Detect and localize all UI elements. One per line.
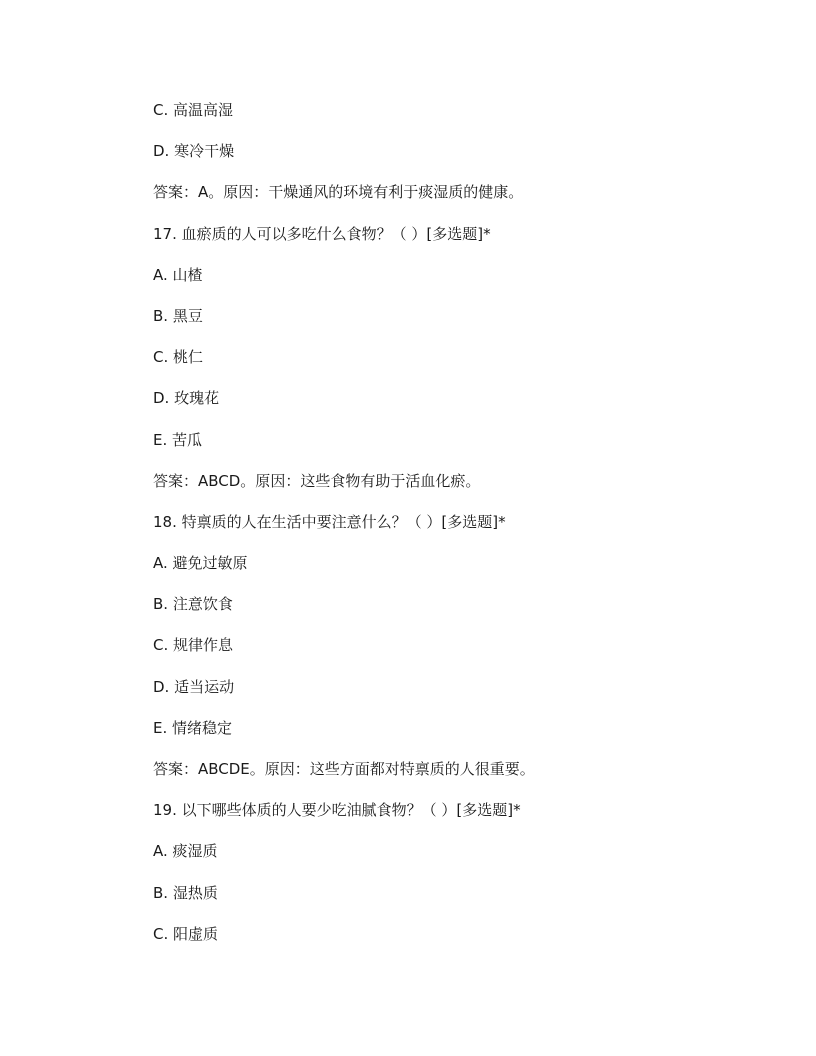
option-b-line: B. 注意饮食	[153, 595, 233, 614]
option-e-line: E. 情绪稳定	[153, 718, 233, 737]
question-17: 17. 血瘀质的人可以多吃什么食物？（ ）[多选题]*	[153, 224, 491, 243]
option-b-line: B. 黑豆	[153, 306, 203, 325]
document-body	[153, 99, 773, 964]
question-19: 19. 以下哪些体质的人要少吃油腻食物？（ ）[多选题]*	[153, 801, 521, 820]
option-e-line: E. 苦瓜	[153, 430, 203, 449]
option-c-line: C. 规律作息	[153, 636, 234, 655]
answer-line: 答案：A。原因：干燥通风的环境有利于痰湿质的健康。	[153, 183, 524, 202]
option-a-line: A. 山楂	[153, 265, 203, 284]
answer-line: 答案：ABCD。原因：这些食物有助于活血化瘀。	[153, 471, 481, 490]
option-c-line: C. 高温高湿	[153, 101, 234, 119]
option-b-line: B. 湿热质	[153, 883, 218, 902]
option-c-line: C. 阳虚质	[153, 924, 219, 943]
option-d-line: D. 玫瑰花	[153, 389, 220, 408]
option-a-line: A. 避免过敏原	[153, 554, 248, 573]
option-a-line: A. 痰湿质	[153, 842, 218, 861]
answer-line: 答案：ABCDE。原因：这些方面都对特禀质的人很重要。	[153, 760, 535, 778]
option-d-line: D. 寒冷干燥	[153, 142, 235, 161]
option-d-line: D. 适当运动	[153, 677, 235, 696]
option-c-line: C. 桃仁	[153, 348, 204, 367]
question-18: 18. 特禀质的人在生活中要注意什么？（ ）[多选题]*	[153, 512, 506, 531]
